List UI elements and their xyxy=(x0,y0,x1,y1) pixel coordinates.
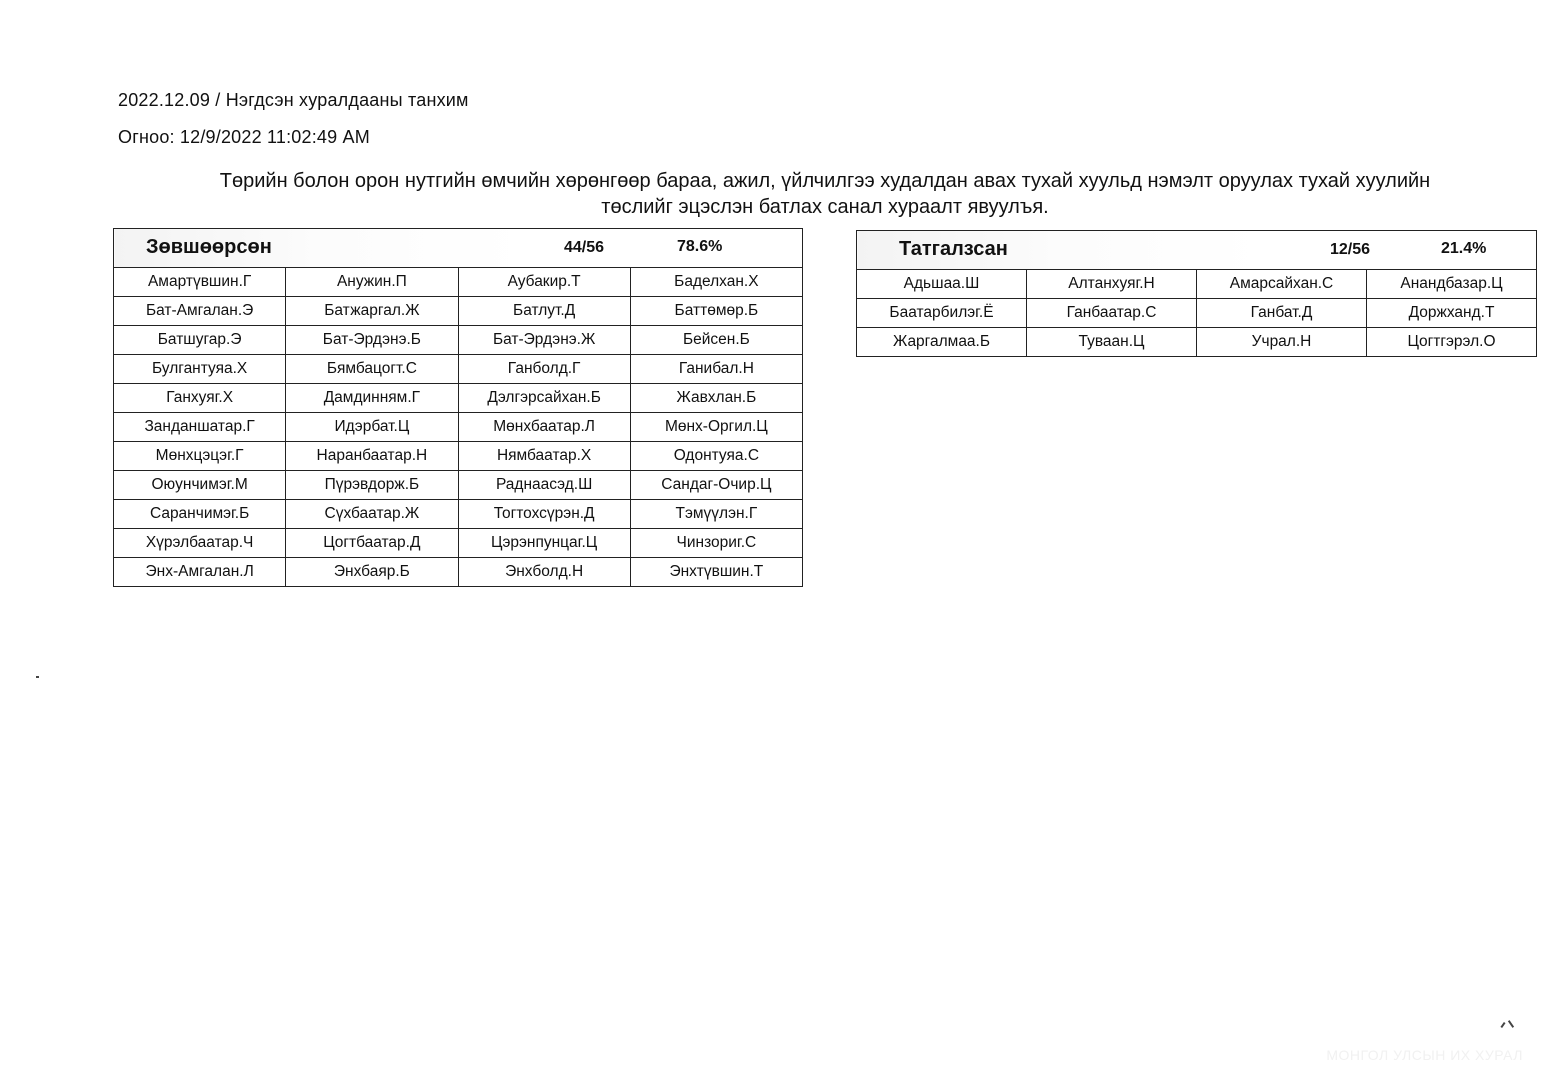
member-name: Ганбаатар.С xyxy=(1027,299,1197,328)
member-name: Чинзориг.С xyxy=(630,529,802,558)
approved-header xyxy=(114,229,803,268)
member-name: Батжаргал.Ж xyxy=(286,297,458,326)
table-row xyxy=(114,326,803,355)
member-name: Ганболд.Г xyxy=(458,355,630,384)
member-name: Бямбацогт.С xyxy=(286,355,458,384)
approved-percent: 78.6% xyxy=(677,238,723,255)
table-row xyxy=(114,529,803,558)
member-name: Бейсен.Б xyxy=(630,326,802,355)
table-row xyxy=(857,270,1537,299)
member-name: Дамдинням.Г xyxy=(286,384,458,413)
motion-title xyxy=(150,168,1500,220)
member-name: Анандбазар.Ц xyxy=(1367,270,1537,299)
member-name: Энх-Амгалан.Л xyxy=(114,558,286,587)
member-name: Батлут.Д xyxy=(458,297,630,326)
member-name: Цэрэнпунцаг.Ц xyxy=(458,529,630,558)
motion-title-line-1: Төрийн болон орон нутгийн өмчийн хөрөнгөөр бараа, ажил, үйлчилгээ худалдан авах тухай хуульд нэмэлт оруулах тухай хуулийн xyxy=(219,170,1431,192)
member-name: Цогтбаатар.Д xyxy=(286,529,458,558)
member-name: Доржханд.Т xyxy=(1367,299,1537,328)
member-name: Энхбаяр.Б xyxy=(286,558,458,587)
table-row xyxy=(114,471,803,500)
member-name: Анужин.П xyxy=(286,268,458,297)
watermark: МОНГОЛ УЛСЫН ИХ ХУРАЛ xyxy=(1326,1047,1523,1063)
table-row xyxy=(114,297,803,326)
member-name: Жаргалмаа.Б xyxy=(857,328,1027,357)
member-name: Идэрбат.Ц xyxy=(286,413,458,442)
member-name: Мөнхцэцэг.Г xyxy=(114,442,286,471)
approved-title: Зөвшөөрсөн xyxy=(146,236,272,258)
rejected-percent: 21.4% xyxy=(1441,240,1487,257)
vote-date: Огноо: 12/9/2022 11:02:49 AM xyxy=(118,127,370,147)
member-name: Бат-Эрдэнэ.Б xyxy=(286,326,458,355)
member-name: Занданшатар.Г xyxy=(114,413,286,442)
member-name: Энхтүвшин.Т xyxy=(630,558,802,587)
scan-speck xyxy=(1500,1022,1505,1028)
table-row xyxy=(114,268,803,297)
member-name: Туваан.Ц xyxy=(1027,328,1197,357)
approved-votes-table xyxy=(113,228,803,587)
table-row xyxy=(114,384,803,413)
table-row xyxy=(114,558,803,587)
session-info: 2022.12.09 / Нэгдсэн хуралдааны танхим xyxy=(118,90,469,110)
table-row xyxy=(857,299,1537,328)
member-name: Учрал.Н xyxy=(1197,328,1367,357)
member-name: Алтанхуяг.Н xyxy=(1027,270,1197,299)
rejected-header xyxy=(857,231,1537,270)
table-row xyxy=(857,328,1537,357)
member-name: Адьшаа.Ш xyxy=(857,270,1027,299)
member-name: Хүрэлбаатар.Ч xyxy=(114,529,286,558)
scan-speck xyxy=(1508,1020,1514,1028)
motion-title-line-2: төслийг эцэслэн батлах санал хураалт явуулъя. xyxy=(601,196,1049,218)
member-name: Тэмүүлэн.Г xyxy=(630,500,802,529)
member-name: Сандаг-Очир.Ц xyxy=(630,471,802,500)
member-name: Тогтохсүрэн.Д xyxy=(458,500,630,529)
table-row xyxy=(114,355,803,384)
approved-header-row xyxy=(114,229,803,268)
member-name: Аубакир.Т xyxy=(458,268,630,297)
member-name: Амарсайхан.С xyxy=(1197,270,1367,299)
approved-count: 44/56 xyxy=(564,239,605,256)
approved-names xyxy=(114,268,803,587)
rejected-count: 12/56 xyxy=(1330,241,1371,258)
member-name: Батшугар.Э xyxy=(114,326,286,355)
member-name: Баделхан.Х xyxy=(630,268,802,297)
member-name: Пүрэвдорж.Б xyxy=(286,471,458,500)
member-name: Нямбаатар.Х xyxy=(458,442,630,471)
member-name: Одонтуяа.С xyxy=(630,442,802,471)
member-name: Баттөмөр.Б xyxy=(630,297,802,326)
member-name: Цогтгэрэл.О xyxy=(1367,328,1537,357)
member-name: Оюунчимэг.М xyxy=(114,471,286,500)
member-name: Ганибал.Н xyxy=(630,355,802,384)
member-name: Баатарбилэг.Ё xyxy=(857,299,1027,328)
member-name: Ганхуяг.Х xyxy=(114,384,286,413)
rejected-title: Татгалзсан xyxy=(899,238,1008,260)
member-name: Саранчимэг.Б xyxy=(114,500,286,529)
member-name: Дэлгэрсайхан.Б xyxy=(458,384,630,413)
table-row xyxy=(114,500,803,529)
rejected-header-row xyxy=(857,231,1537,270)
table-row xyxy=(114,413,803,442)
rejected-names xyxy=(857,270,1537,357)
member-name: Бат-Эрдэнэ.Ж xyxy=(458,326,630,355)
member-name: Бат-Амгалан.Э xyxy=(114,297,286,326)
member-name: Раднаасэд.Ш xyxy=(458,471,630,500)
member-name: Мөнхбаатар.Л xyxy=(458,413,630,442)
table-row xyxy=(114,442,803,471)
member-name: Жавхлан.Б xyxy=(630,384,802,413)
member-name: Ганбат.Д xyxy=(1197,299,1367,328)
member-name: Мөнх-Оргил.Ц xyxy=(630,413,802,442)
member-name: Энхболд.Н xyxy=(458,558,630,587)
member-name: Амартүвшин.Г xyxy=(114,268,286,297)
member-name: Сүхбаатар.Ж xyxy=(286,500,458,529)
rejected-votes-table xyxy=(856,230,1537,357)
member-name: Булгантуяа.Х xyxy=(114,355,286,384)
member-name: Наранбаатар.Н xyxy=(286,442,458,471)
scan-speck xyxy=(36,676,39,678)
